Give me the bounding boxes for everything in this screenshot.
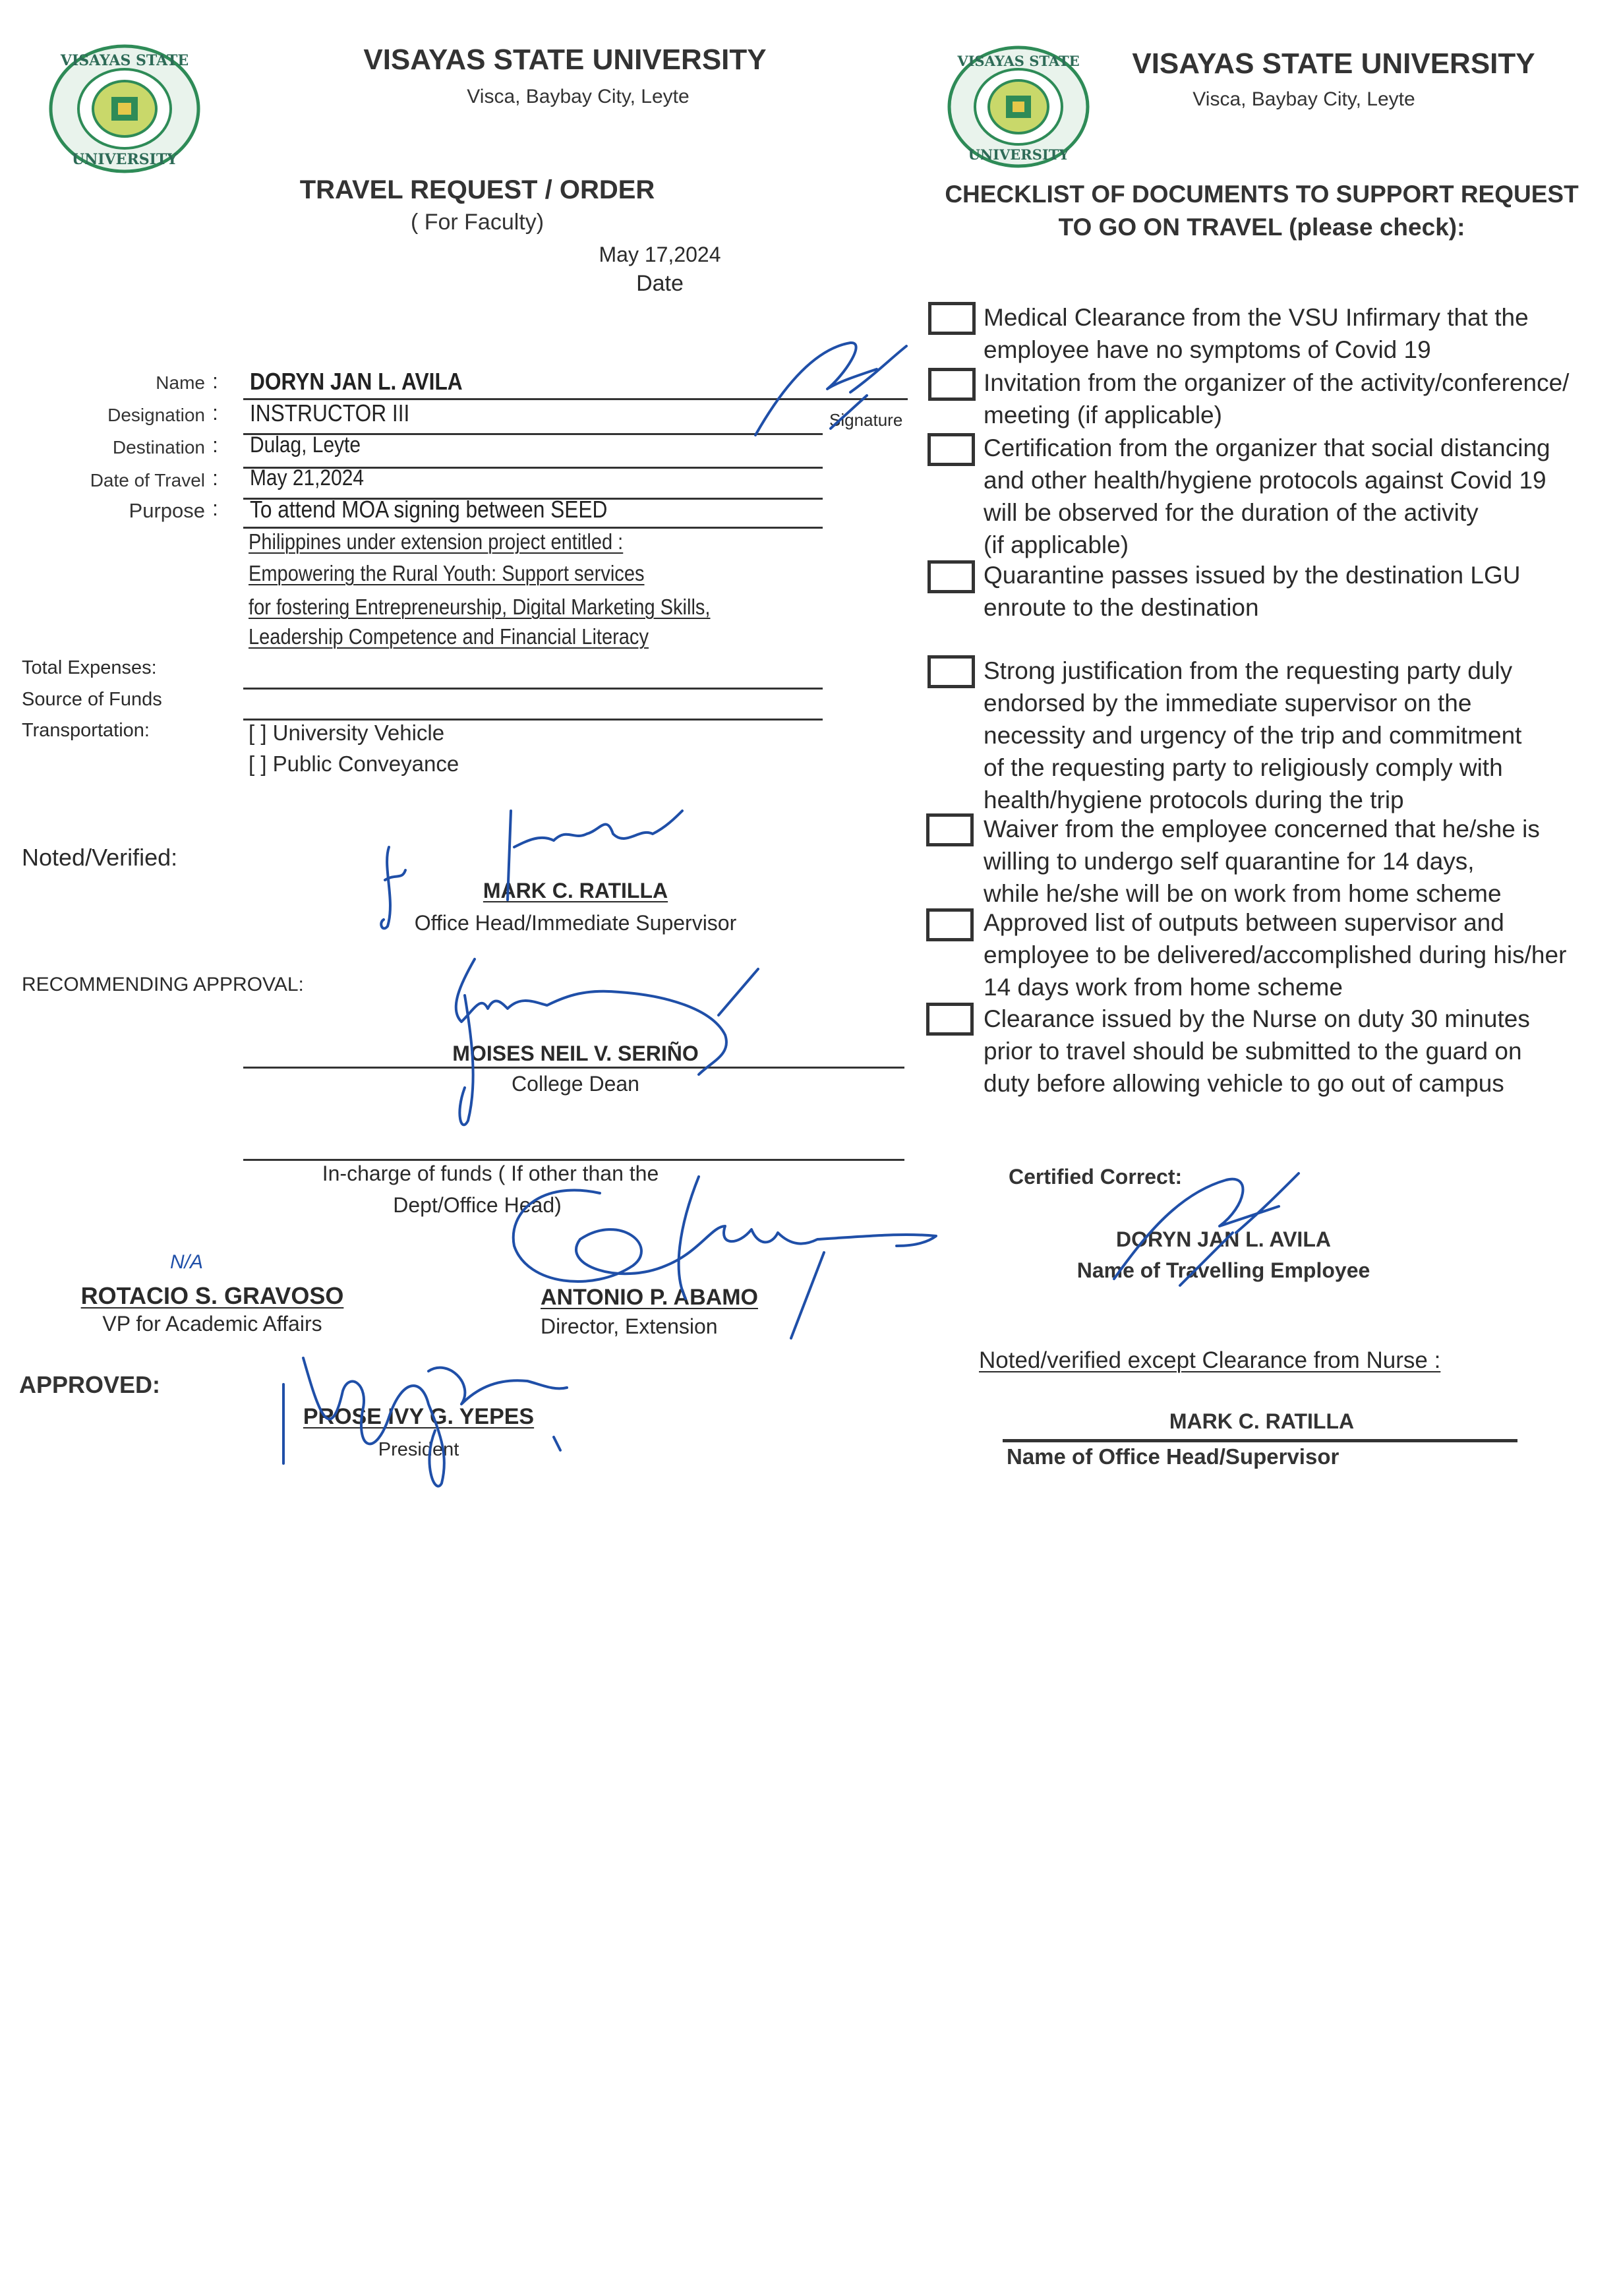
vp-title: VP for Academic Affairs [102, 1312, 322, 1336]
request-date: May 17,2024 [599, 243, 721, 266]
checkbox-approved-outputs[interactable] [926, 908, 974, 941]
colon: : [212, 496, 218, 520]
signature-label: Signature [829, 410, 903, 430]
transport-option-public-conveyance[interactable]: [ ] Public Conveyance [249, 751, 459, 776]
employee-name: DORYN JAN L. AVILA [1116, 1227, 1331, 1251]
purpose-line-2: Philippines under extension project entitled : [249, 529, 624, 554]
university-address: Visca, Baybay City, Leyte [467, 86, 690, 107]
purpose-line [243, 527, 823, 529]
purpose-text [249, 624, 703, 649]
president-name: PROSE IVY G. YEPES [303, 1404, 535, 1429]
destination-field[interactable] [250, 432, 376, 458]
source-of-funds-label: Source of Funds [22, 689, 162, 710]
head-line [1003, 1439, 1517, 1442]
purpose-line-5: Leadership Competence and Financial Literacy [249, 624, 649, 649]
checklist-item-approved-outputs: Approved list of outputs between supervisor and employee to be delivered/accomplished during his/her 14 days work from home scheme [984, 909, 1567, 1001]
supervisor-title: Office Head/Immediate Supervisor [414, 911, 737, 935]
checkbox-certification[interactable] [927, 433, 975, 466]
svg-text:VISAYAS STATE: VISAYAS STATE [60, 52, 189, 69]
colon: : [212, 401, 218, 425]
designation-value: INSTRUCTOR III [250, 399, 410, 427]
checklist-item-medical-clearance: Medical Clearance from the VSU Infirmary that the employee have no symptoms of Covid 19 [984, 304, 1529, 363]
checkbox-waiver[interactable] [926, 813, 974, 846]
dean-title: College Dean [512, 1072, 639, 1096]
purpose-text [249, 595, 773, 620]
svg-text:UNIVERSITY: UNIVERSITY [72, 151, 177, 168]
name-label: Name [156, 372, 205, 393]
na-note: N/A [170, 1251, 204, 1273]
form-subtitle: ( For Faculty) [410, 210, 545, 235]
university-seal-left [47, 43, 202, 175]
purpose-line-3: Empowering the Rural Youth: Support services [249, 561, 645, 585]
checklist-item-invitation: Invitation from the organizer of the activity/conference/ meeting (if applicable) [984, 369, 1570, 428]
purpose-field[interactable] [250, 496, 656, 523]
checkbox-quarantine-passes[interactable] [927, 560, 975, 593]
checklist-item-certification: Certification from the organizer that social distancing and other health/hygiene protocols against Covid 19 will be observed for the duration of the activity (if applicable) [984, 434, 1550, 558]
funds-line [243, 1159, 904, 1161]
date-of-travel-label: Date of Travel [90, 470, 205, 490]
destination-value: Dulag, Leyte [250, 432, 361, 457]
form-title: TRAVEL REQUEST / ORDER [299, 175, 655, 204]
colon: : [212, 466, 218, 490]
director-title: Director, Extension [541, 1314, 718, 1338]
name-value: DORYN JAN L. AVILA [250, 368, 463, 395]
checklist-item-waiver: Waiver from the employee concerned that he/she is willing to undergo self quarantine for 14 days, while he/she will be on work from home scheme [984, 815, 1540, 907]
employee-caption: Name of Travelling Employee [1076, 1258, 1370, 1282]
recommending-approval-label: RECOMMENDING APPROVAL: [22, 974, 304, 995]
date-of-travel-value: May 21,2024 [250, 465, 365, 490]
checkbox-nurse-clearance[interactable] [926, 1003, 974, 1036]
checklist-item-quarantine-passes: Quarantine passes issued by the destination LGU enroute to the destination [984, 562, 1521, 621]
purpose-text [249, 561, 698, 586]
designation-field[interactable] [250, 399, 431, 427]
dean-name: MOISES NEIL V. SERIÑO [452, 1042, 699, 1065]
head-name: MARK C. RATILLA [1169, 1409, 1355, 1433]
supervisor-name: MARK C. RATILLA [483, 879, 668, 902]
purpose-line-4: for fostering Entrepreneurship, Digital Marketing Skills, [249, 595, 711, 619]
noted-except-label: Noted/verified except Clearance from Nurse : [979, 1347, 1441, 1373]
signature-president [277, 1351, 587, 1490]
name-field[interactable] [250, 368, 492, 396]
university-address-right: Visca, Baybay City, Leyte [1192, 88, 1415, 110]
designation-label: Designation [107, 405, 205, 425]
destination-label: Destination [112, 437, 205, 457]
purpose-label: Purpose [129, 499, 205, 522]
checklist-title-2: TO GO ON TRAVEL (please check): [1058, 214, 1465, 241]
checkbox-medical-clearance[interactable] [928, 302, 976, 335]
funds-caption-1: In-charge of funds ( If other than the [322, 1162, 659, 1185]
noted-verified-label: Noted/Verified: [22, 844, 178, 871]
transportation-label: Transportation: [22, 720, 150, 741]
signature-applicant [751, 336, 910, 442]
colon: : [212, 433, 218, 457]
signature-director [501, 1173, 949, 1345]
transport-option-university-vehicle[interactable]: [ ] University Vehicle [249, 721, 445, 745]
checklist-title-1: CHECKLIST OF DOCUMENTS TO SUPPORT REQUEST [945, 181, 1579, 208]
vp-name: ROTACIO S. GRAVOSO [80, 1282, 344, 1309]
checkbox-invitation[interactable] [928, 368, 976, 401]
total-expenses-label: Total Expenses: [22, 657, 157, 678]
president-title: President [378, 1439, 459, 1460]
checkbox-justification[interactable] [927, 655, 975, 688]
purpose-text [249, 529, 674, 554]
total-expenses-line [243, 688, 823, 690]
approved-label: APPROVED: [19, 1371, 161, 1398]
funds-caption-2: Dept/Office Head) [393, 1193, 562, 1217]
director-name: ANTONIO P. ABAMO [541, 1285, 758, 1310]
university-name: VISAYAS STATE UNIVERSITY [363, 44, 767, 76]
signature-certified-employee [1107, 1160, 1305, 1292]
svg-text:VISAYAS STATE: VISAYAS STATE [957, 53, 1080, 69]
university-seal-right [941, 41, 1096, 173]
signature-dean [435, 956, 765, 1127]
colon: : [212, 369, 218, 393]
head-caption: Name of Office Head/Supervisor [1007, 1444, 1339, 1469]
university-name-right: VISAYAS STATE UNIVERSITY [1132, 47, 1535, 80]
checklist-item-nurse-clearance: Clearance issued by the Nurse on duty 30 minutes prior to travel should be submitted to the guard on duty before allowing vehicle to go out of campus [984, 1005, 1530, 1097]
checklist-item-justification: Strong justification from the requesting party duly endorsed by the immediate supervisor on the necessity and urgency of the trip and commitment of the requesting party to religiously comply with health/hygiene protocols during the trip [984, 657, 1522, 813]
svg-text:UNIVERSITY: UNIVERSITY [968, 146, 1069, 163]
purpose-line-1: To attend MOA signing between SEED [250, 496, 608, 523]
certified-correct-label: Certified Correct: [1009, 1165, 1183, 1189]
date-label: Date [636, 271, 684, 296]
date-of-travel-field[interactable] [250, 465, 380, 491]
signature-supervisor [376, 808, 686, 933]
